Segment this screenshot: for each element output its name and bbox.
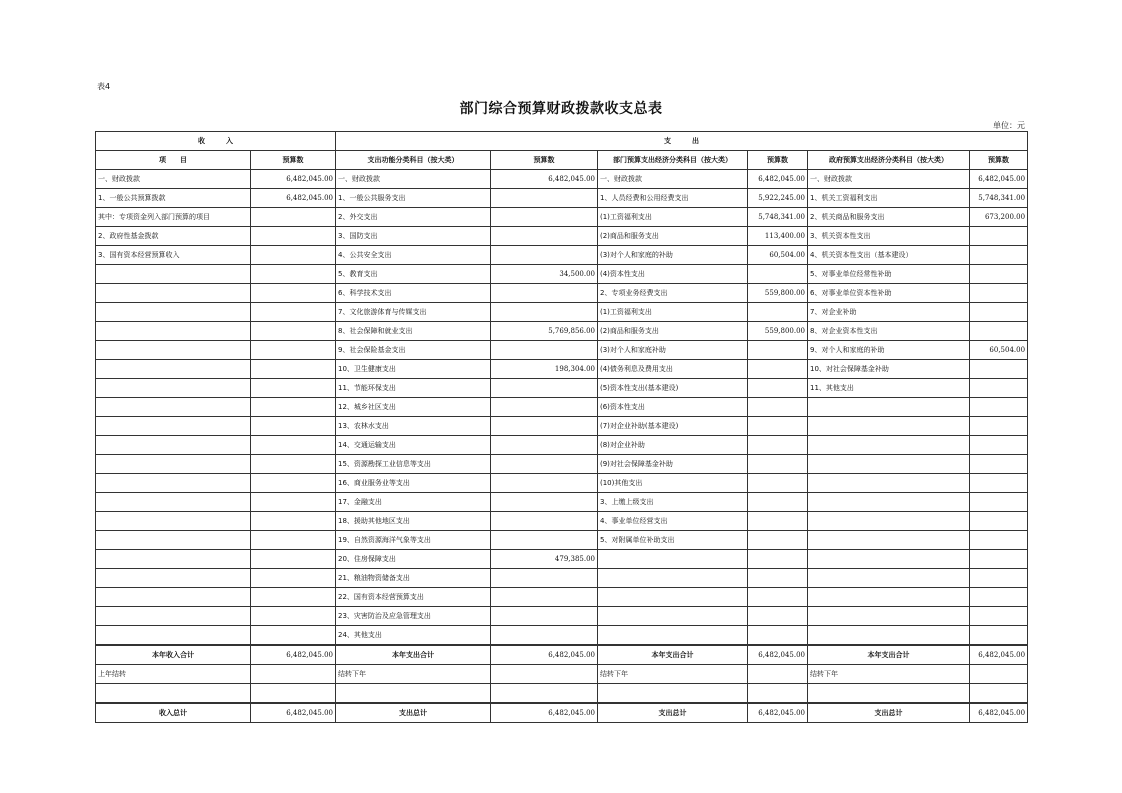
table-row (96, 436, 1028, 455)
table-row (96, 227, 1028, 246)
item-label-cell: (8)对企业补助 (598, 436, 748, 455)
item-label-cell: 1、一般公共预算拨款 (96, 189, 251, 208)
table-row (96, 208, 1028, 227)
column-header: 部门预算支出经济分类科目（按大类） (598, 151, 748, 170)
budget-amount-cell: 5,748,341.00 (748, 208, 808, 227)
budget-amount-cell (251, 303, 336, 322)
column-header: 项 目 (96, 151, 251, 170)
empty-cell (251, 684, 336, 704)
item-label-cell (96, 531, 251, 550)
item-label-cell (598, 569, 748, 588)
budget-amount-cell: 6,482,045.00 (748, 703, 808, 723)
budget-summary-table (95, 131, 1028, 723)
budget-amount-cell (491, 607, 598, 626)
budget-amount-cell (251, 569, 336, 588)
budget-amount-cell (491, 665, 598, 684)
empty-cell (748, 684, 808, 704)
item-label-cell: 6、科学技术支出 (336, 284, 491, 303)
table-row (96, 607, 1028, 626)
item-label-cell: 支出总计 (808, 703, 970, 723)
budget-amount-cell (748, 550, 808, 569)
budget-amount-cell (748, 665, 808, 684)
budget-amount-cell (748, 265, 808, 284)
item-label-cell: 结转下年 (598, 665, 748, 684)
empty-cell (808, 684, 970, 704)
budget-amount-cell (970, 588, 1028, 607)
budget-amount-cell (251, 284, 336, 303)
budget-amount-cell (251, 531, 336, 550)
item-label-cell: 支出总计 (598, 703, 748, 723)
budget-amount-cell (748, 417, 808, 436)
unit-label: 单位：元 (993, 121, 1025, 130)
item-label-cell (96, 360, 251, 379)
budget-amount-cell (491, 493, 598, 512)
table-row (96, 246, 1028, 265)
column-header: 预算数 (748, 151, 808, 170)
table-row (96, 341, 1028, 360)
item-label-cell (808, 550, 970, 569)
budget-amount-cell (251, 322, 336, 341)
budget-amount-cell (970, 569, 1028, 588)
item-label-cell: 2、政府性基金拨款 (96, 227, 251, 246)
budget-amount-cell (491, 208, 598, 227)
budget-amount-cell: 198,304.00 (491, 360, 598, 379)
budget-amount-cell (748, 303, 808, 322)
column-header: 支出功能分类科目（按大类） (336, 151, 491, 170)
budget-amount-cell (970, 531, 1028, 550)
item-label-cell (96, 436, 251, 455)
budget-amount-cell (491, 379, 598, 398)
item-label-cell: 4、机关资本性支出（基本建设） (808, 246, 970, 265)
budget-amount-cell: 6,482,045.00 (491, 703, 598, 723)
budget-amount-cell (970, 512, 1028, 531)
empty-cell (970, 684, 1028, 704)
item-label-cell: 7、对企业补助 (808, 303, 970, 322)
item-label-cell (96, 493, 251, 512)
item-label-cell: 8、社会保障和就业支出 (336, 322, 491, 341)
budget-amount-cell (970, 550, 1028, 569)
item-label-cell: (4)资本性支出 (598, 265, 748, 284)
item-label-cell: 一、财政拨款 (598, 170, 748, 189)
budget-amount-cell (251, 227, 336, 246)
budget-amount-cell: 6,482,045.00 (970, 645, 1028, 665)
budget-amount-cell: 5,922,245.00 (748, 189, 808, 208)
budget-amount-cell (970, 665, 1028, 684)
item-label-cell: 上年结转 (96, 665, 251, 684)
budget-amount-cell: 6,482,045.00 (491, 170, 598, 189)
budget-amount-cell (251, 550, 336, 569)
item-label-cell (96, 550, 251, 569)
item-label-cell (96, 322, 251, 341)
item-label-cell: 22、国有资本经营预算支出 (336, 588, 491, 607)
item-label-cell: 3、国防支出 (336, 227, 491, 246)
item-label-cell (96, 474, 251, 493)
item-label-cell: 收入总计 (96, 703, 251, 723)
item-label-cell (96, 303, 251, 322)
budget-amount-cell: 6,482,045.00 (748, 170, 808, 189)
budget-amount-cell (748, 379, 808, 398)
column-header: 预算数 (970, 151, 1028, 170)
item-label-cell (598, 607, 748, 626)
item-label-cell (808, 417, 970, 436)
annual-total-row (96, 645, 1028, 665)
item-label-cell: 7、文化旅游体育与传媒支出 (336, 303, 491, 322)
budget-amount-cell (251, 417, 336, 436)
budget-amount-cell (251, 626, 336, 646)
item-label-cell (96, 265, 251, 284)
item-label-cell: (3)对个人和家庭的补助 (598, 246, 748, 265)
budget-amount-cell (970, 455, 1028, 474)
budget-amount-cell (748, 398, 808, 417)
item-label-cell: 结转下年 (336, 665, 491, 684)
item-label-cell: (6)资本性支出 (598, 398, 748, 417)
budget-amount-cell (970, 398, 1028, 417)
table-row (96, 588, 1028, 607)
table-row (96, 189, 1028, 208)
budget-amount-cell (970, 436, 1028, 455)
budget-amount-cell: 6,482,045.00 (491, 645, 598, 665)
item-label-cell: 2、外交支出 (336, 208, 491, 227)
item-label-cell (96, 398, 251, 417)
item-label-cell: 3、国有资本经营预算收入 (96, 246, 251, 265)
item-label-cell: (1)工资福利支出 (598, 208, 748, 227)
budget-amount-cell: 6,482,045.00 (970, 170, 1028, 189)
item-label-cell: 4、公共安全支出 (336, 246, 491, 265)
item-label-cell (96, 341, 251, 360)
item-label-cell: (7)对企业补助(基本建设) (598, 417, 748, 436)
empty-cell (491, 684, 598, 704)
budget-amount-cell (748, 607, 808, 626)
budget-amount-cell: 34,500.00 (491, 265, 598, 284)
item-label-cell: 本年收入合计 (96, 645, 251, 665)
item-label-cell (808, 626, 970, 646)
budget-amount-cell (491, 341, 598, 360)
item-label-cell: (3)对个人和家庭补助 (598, 341, 748, 360)
item-label-cell: 9、对个人和家庭的补助 (808, 341, 970, 360)
budget-amount-cell (251, 265, 336, 284)
budget-amount-cell: 5,748,341.00 (970, 189, 1028, 208)
table-row (96, 417, 1028, 436)
budget-amount-cell (970, 417, 1028, 436)
budget-amount-cell (748, 341, 808, 360)
item-label-cell (808, 398, 970, 417)
budget-amount-cell: 5,769,856.00 (491, 322, 598, 341)
item-label-cell (808, 474, 970, 493)
budget-amount-cell: 559,800.00 (748, 284, 808, 303)
budget-amount-cell (970, 379, 1028, 398)
budget-amount-cell (970, 227, 1028, 246)
item-label-cell: 一、财政拨款 (336, 170, 491, 189)
budget-amount-cell (748, 512, 808, 531)
budget-amount-cell (748, 531, 808, 550)
table-row (96, 493, 1028, 512)
budget-amount-cell (491, 246, 598, 265)
header-row-1 (96, 132, 1028, 151)
item-label-cell: 一、财政拨款 (808, 170, 970, 189)
budget-amount-cell (491, 512, 598, 531)
item-label-cell (96, 607, 251, 626)
empty-cell (96, 684, 251, 704)
item-label-cell: 4、事业单位经营支出 (598, 512, 748, 531)
column-header: 政府预算支出经济分类科目（按大类） (808, 151, 970, 170)
budget-amount-cell: 6,482,045.00 (251, 189, 336, 208)
item-label-cell (808, 531, 970, 550)
table-row (96, 379, 1028, 398)
item-label-cell (808, 455, 970, 474)
budget-amount-cell: 6,482,045.00 (251, 170, 336, 189)
budget-amount-cell (491, 531, 598, 550)
budget-amount-cell (491, 284, 598, 303)
budget-amount-cell (491, 417, 598, 436)
budget-amount-cell (970, 303, 1028, 322)
budget-amount-cell (251, 246, 336, 265)
item-label-cell: 1、人员经费和公用经费支出 (598, 189, 748, 208)
income-header: 收 入 (96, 132, 336, 151)
budget-amount-cell (491, 569, 598, 588)
item-label-cell: (9)对社会保障基金补助 (598, 455, 748, 474)
item-label-cell (808, 569, 970, 588)
empty-cell (598, 684, 748, 704)
grand-total-row (96, 703, 1028, 723)
table-row (96, 170, 1028, 189)
budget-amount-cell (491, 227, 598, 246)
budget-amount-cell: 479,385.00 (491, 550, 598, 569)
item-label-cell (96, 588, 251, 607)
item-label-cell: 24、其他支出 (336, 626, 491, 646)
budget-amount-cell (491, 398, 598, 417)
budget-amount-cell (748, 474, 808, 493)
item-label-cell: 9、社会保险基金支出 (336, 341, 491, 360)
budget-amount-cell (491, 436, 598, 455)
item-label-cell: 本年支出合计 (598, 645, 748, 665)
item-label-cell: (1)工资福利支出 (598, 303, 748, 322)
item-label-cell: 10、卫生健康支出 (336, 360, 491, 379)
budget-amount-cell (251, 436, 336, 455)
budget-amount-cell (251, 665, 336, 684)
item-label-cell (96, 626, 251, 646)
budget-amount-cell (251, 588, 336, 607)
item-label-cell: 11、其他支出 (808, 379, 970, 398)
budget-amount-cell (748, 455, 808, 474)
item-label-cell (808, 436, 970, 455)
table-row (96, 322, 1028, 341)
budget-amount-cell (251, 512, 336, 531)
table-body (96, 132, 1028, 723)
item-label-cell: 23、灾害防治及应急管理支出 (336, 607, 491, 626)
column-header: 预算数 (491, 151, 598, 170)
table-row (96, 512, 1028, 531)
item-label-cell: (4)债务利息及费用支出 (598, 360, 748, 379)
item-label-cell (96, 417, 251, 436)
table-row (96, 474, 1028, 493)
item-label-cell (96, 569, 251, 588)
document-label: 表4 (97, 82, 111, 91)
table-row (96, 284, 1028, 303)
budget-amount-cell (970, 265, 1028, 284)
item-label-cell (808, 588, 970, 607)
budget-amount-cell (251, 493, 336, 512)
item-label-cell: 一、财政拨款 (96, 170, 251, 189)
budget-amount-cell (970, 284, 1028, 303)
budget-amount-cell (970, 322, 1028, 341)
table-row (96, 626, 1028, 646)
item-label-cell: 1、一般公共服务支出 (336, 189, 491, 208)
table-row (96, 360, 1028, 379)
budget-amount-cell (491, 455, 598, 474)
item-label-cell: 5、对事业单位经常性补助 (808, 265, 970, 284)
budget-amount-cell (970, 360, 1028, 379)
item-label-cell: 2、专项业务经费支出 (598, 284, 748, 303)
table-row (96, 569, 1028, 588)
item-label-cell (598, 626, 748, 646)
item-label-cell: 本年支出合计 (336, 645, 491, 665)
item-label-cell: 19、自然资源海洋气象等支出 (336, 531, 491, 550)
item-label-cell: 5、对附属单位补助支出 (598, 531, 748, 550)
budget-amount-cell: 6,482,045.00 (251, 703, 336, 723)
budget-amount-cell (748, 588, 808, 607)
item-label-cell: 其中：专项资金列入部门预算的项目 (96, 208, 251, 227)
item-label-cell: 6、对事业单位资本性补助 (808, 284, 970, 303)
item-label-cell: 5、教育支出 (336, 265, 491, 284)
budget-amount-cell: 60,504.00 (970, 341, 1028, 360)
item-label-cell: 12、城乡社区支出 (336, 398, 491, 417)
header-row-2 (96, 151, 1028, 170)
item-label-cell: 结转下年 (808, 665, 970, 684)
budget-amount-cell (491, 189, 598, 208)
item-label-cell: 21、粮油物资储备支出 (336, 569, 491, 588)
column-header: 预算数 (251, 151, 336, 170)
item-label-cell: 3、上缴上级支出 (598, 493, 748, 512)
table-row (96, 531, 1028, 550)
item-label-cell: 10、对社会保障基金补助 (808, 360, 970, 379)
item-label-cell: 8、对企业资本性支出 (808, 322, 970, 341)
budget-amount-cell (748, 493, 808, 512)
budget-amount-cell: 6,482,045.00 (251, 645, 336, 665)
item-label-cell: 16、商业服务业等支出 (336, 474, 491, 493)
budget-amount-cell (970, 607, 1028, 626)
budget-amount-cell: 113,400.00 (748, 227, 808, 246)
page-title: 部门综合预算财政拨款收支总表 (459, 101, 663, 117)
item-label-cell (96, 284, 251, 303)
item-label-cell (96, 379, 251, 398)
table-row (96, 303, 1028, 322)
carryover-row (96, 665, 1028, 684)
budget-amount-cell (251, 607, 336, 626)
item-label-cell (808, 512, 970, 531)
budget-amount-cell: 559,800.00 (748, 322, 808, 341)
budget-amount-cell (251, 455, 336, 474)
budget-amount-cell: 673,200.00 (970, 208, 1028, 227)
item-label-cell: 17、金融支出 (336, 493, 491, 512)
budget-amount-cell (748, 626, 808, 646)
budget-amount-cell: 60,504.00 (748, 246, 808, 265)
item-label-cell (96, 455, 251, 474)
expense-header: 支 出 (336, 132, 1028, 151)
empty-cell (336, 684, 491, 704)
item-label-cell: 14、交通运输支出 (336, 436, 491, 455)
item-label-cell: 3、机关资本性支出 (808, 227, 970, 246)
table-row (96, 398, 1028, 417)
item-label-cell: 13、农林水支出 (336, 417, 491, 436)
budget-amount-cell (970, 626, 1028, 646)
spacer-row (96, 684, 1028, 704)
budget-amount-cell (748, 436, 808, 455)
budget-amount-cell (251, 474, 336, 493)
item-label-cell: 本年支出合计 (808, 645, 970, 665)
budget-amount-cell (491, 588, 598, 607)
item-label-cell (808, 607, 970, 626)
budget-amount-cell (970, 493, 1028, 512)
item-label-cell (598, 588, 748, 607)
budget-table-container (95, 131, 1027, 717)
item-label-cell (808, 493, 970, 512)
budget-amount-cell (251, 398, 336, 417)
budget-amount-cell: 6,482,045.00 (748, 645, 808, 665)
budget-amount-cell: 6,482,045.00 (970, 703, 1028, 723)
item-label-cell: (5)资本性支出(基本建设) (598, 379, 748, 398)
item-label-cell (96, 512, 251, 531)
budget-amount-cell (491, 474, 598, 493)
budget-amount-cell (491, 626, 598, 646)
item-label-cell: 20、住房保障支出 (336, 550, 491, 569)
item-label-cell: 18、援助其他地区支出 (336, 512, 491, 531)
budget-amount-cell (251, 379, 336, 398)
budget-amount-cell (251, 208, 336, 227)
item-label-cell: 支出总计 (336, 703, 491, 723)
table-row (96, 550, 1028, 569)
item-label-cell: 1、机关工资福利支出 (808, 189, 970, 208)
budget-amount-cell (970, 246, 1028, 265)
item-label-cell: 15、资源勘探工业信息等支出 (336, 455, 491, 474)
item-label-cell: (10)其他支出 (598, 474, 748, 493)
budget-amount-cell (251, 360, 336, 379)
item-label-cell: (2)商品和服务支出 (598, 227, 748, 246)
item-label-cell: (2)商品和服务支出 (598, 322, 748, 341)
budget-amount-cell (491, 303, 598, 322)
budget-amount-cell (970, 474, 1028, 493)
table-row (96, 455, 1028, 474)
item-label-cell: 11、节能环保支出 (336, 379, 491, 398)
budget-amount-cell (251, 341, 336, 360)
budget-amount-cell (748, 360, 808, 379)
item-label-cell (598, 550, 748, 569)
table-row (96, 265, 1028, 284)
item-label-cell: 2、机关商品和服务支出 (808, 208, 970, 227)
budget-amount-cell (748, 569, 808, 588)
